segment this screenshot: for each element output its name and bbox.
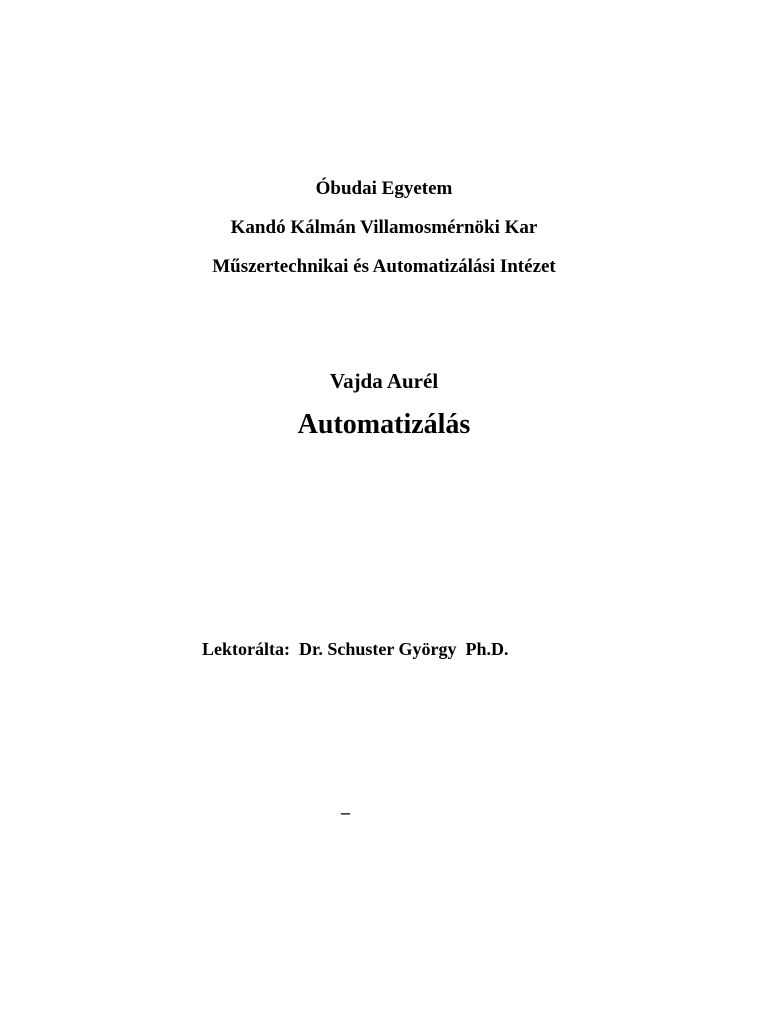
reviewer-line (202, 639, 509, 660)
footer-dash: – (341, 802, 350, 822)
institute-name: Műszertechnikai és Automatizálási Intézet (212, 256, 556, 277)
reviewer-name: Dr. Schuster György Ph.D. (298, 639, 509, 659)
reviewer-label: Lektorálta: (202, 639, 290, 659)
faculty-name: Kandó Kálmán Villamosmérnöki Kar (230, 217, 538, 238)
university-name: Óbudai Egyetem (315, 178, 453, 199)
document-title: Automatizálás (297, 409, 471, 440)
author-name: Vajda Aurél (329, 369, 439, 393)
